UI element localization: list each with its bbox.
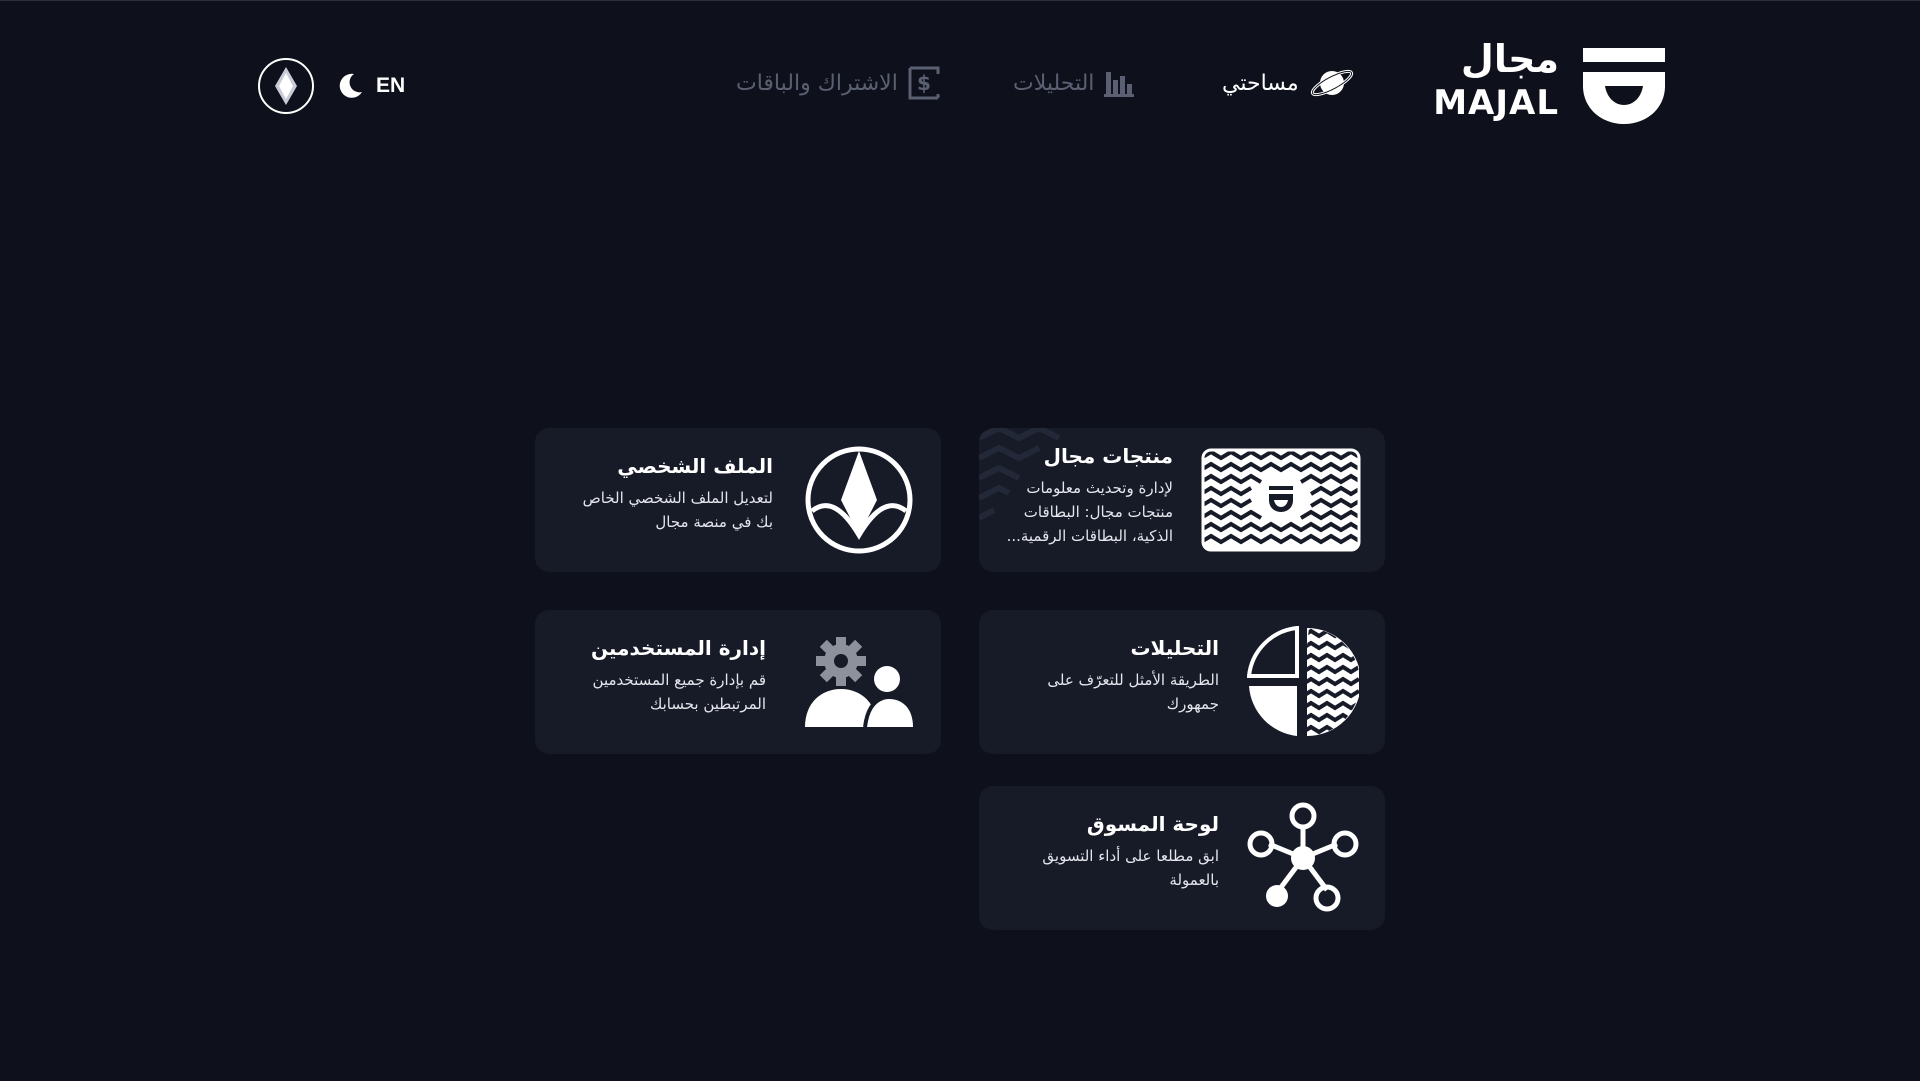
logo-text-english: MAJAL (1433, 83, 1559, 123)
header (0, 1, 1920, 171)
pie-zigzag-icon (1247, 626, 1359, 738)
zigzag-card-icon (1201, 448, 1361, 552)
nav-analytics[interactable] (1013, 61, 1134, 105)
theme-toggle[interactable] (336, 72, 364, 100)
card-products-text (1003, 444, 1173, 548)
diamond-avatar-icon (273, 66, 299, 106)
card-profile-icon-wrap (803, 444, 915, 556)
card-analytics-text (999, 636, 1219, 716)
diamond-circle-icon (804, 445, 914, 555)
card-marketer-icon-wrap (1247, 802, 1359, 914)
card-analytics[interactable] (979, 610, 1385, 754)
language-toggle[interactable]: EN (376, 74, 406, 97)
card-majal-products[interactable] (979, 428, 1385, 572)
card-marketer-text (999, 812, 1219, 892)
majal-logo-icon (1583, 48, 1665, 124)
bar-chart-icon (1104, 68, 1134, 98)
card-users-text (566, 636, 766, 716)
svg-text:$: $ (916, 71, 931, 95)
logo-text-arabic: مجال (1460, 37, 1559, 81)
card-analytics-description: الطريقة الأمثل للتعرّف على جمهورك (1047, 671, 1219, 713)
card-products-title: منتجات مجال (1043, 444, 1173, 468)
nav-analytics-label: التحليلات (1013, 70, 1095, 96)
card-products-icon-wrap (1201, 448, 1361, 552)
planet-icon (1309, 66, 1355, 100)
card-products-description: لإدارة وتحديث معلومات منتجات مجال: البطاقات الذكية، البطاقات الرقمية... (1006, 479, 1173, 545)
logo[interactable] (1433, 37, 1665, 127)
card-users-title: إدارة المستخدمين (590, 636, 766, 660)
card-profile[interactable] (535, 428, 941, 572)
header-controls (258, 55, 405, 117)
network-icon (1247, 802, 1359, 914)
card-analytics-icon-wrap (1247, 626, 1359, 738)
card-analytics-title: التحليلات (1130, 636, 1219, 660)
users-gear-icon (803, 637, 915, 727)
nav-my-space-label: مساحتي (1222, 70, 1299, 96)
card-profile-text (563, 454, 773, 534)
dollar-icon (908, 66, 942, 100)
card-profile-title: الملف الشخصي (617, 454, 773, 478)
card-profile-description: لتعديل الملف الشخصي الخاص بك في منصة مجال (582, 489, 773, 531)
avatar[interactable] (258, 58, 314, 114)
card-marketer-description: ابق مطلعا على أداء التسويق بالعمولة (1042, 847, 1219, 889)
card-users-description: قم بإدارة جميع المستخدمين المرتبطين بحسابك (592, 671, 766, 713)
moon-icon (336, 72, 364, 100)
nav-subscriptions[interactable] (736, 61, 942, 105)
card-user-management[interactable] (535, 610, 941, 754)
card-users-icon-wrap (803, 626, 915, 738)
nav-subscriptions-label: الاشتراك والباقات (736, 70, 898, 96)
card-marketer-dashboard[interactable] (979, 786, 1385, 930)
nav-my-space[interactable] (1222, 61, 1355, 105)
card-marketer-title: لوحة المسوق (1086, 812, 1219, 836)
